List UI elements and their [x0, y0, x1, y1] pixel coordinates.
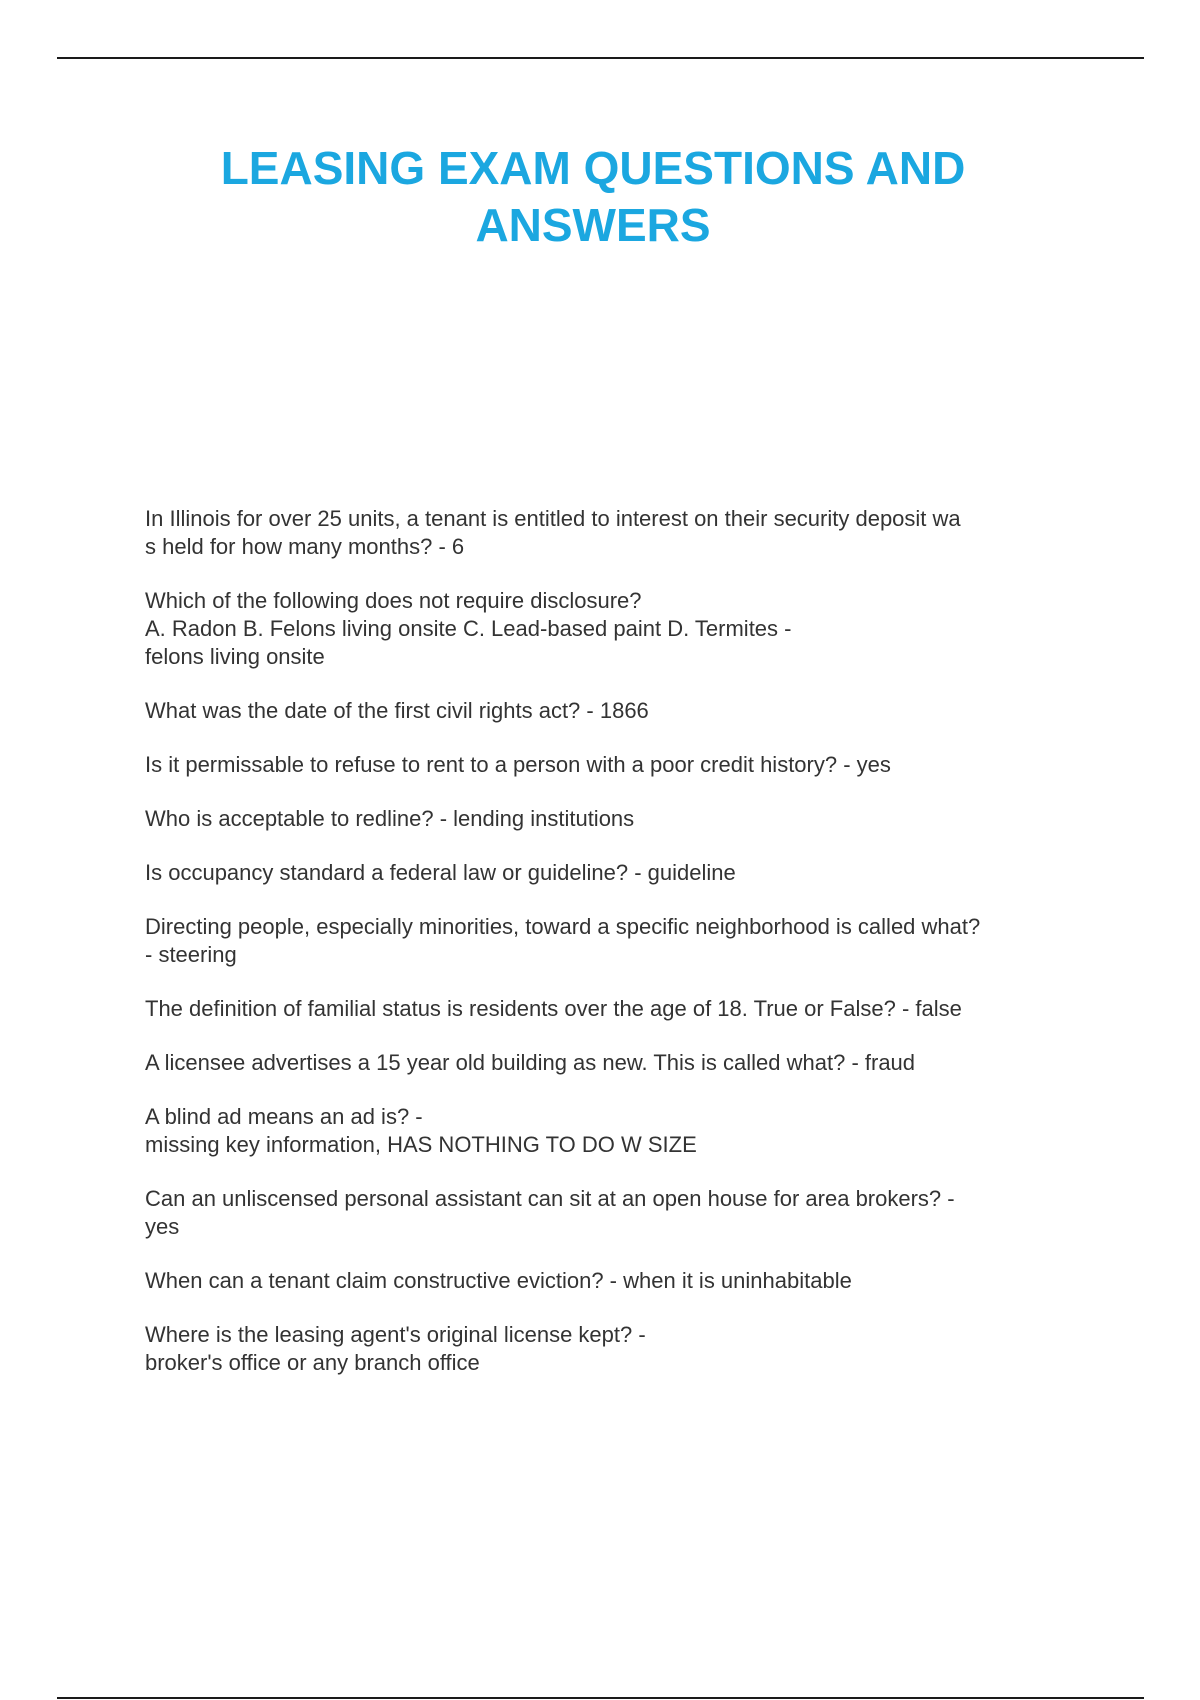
qa-item: Directing people, especially minorities, toward a specific neighborhood is called what? - steering [145, 913, 1095, 969]
qa-item: Where is the leasing agent's original license kept? - broker's office or any branch office [145, 1321, 1095, 1377]
document-title [0, 140, 1186, 254]
top-divider [57, 57, 1144, 59]
qa-item: Which of the following does not require disclosure? A. Radon B. Felons living onsite C. Lead-based paint D. Termites - felons living onsite [145, 587, 1095, 671]
qa-item: A blind ad means an ad is? - missing key information, HAS NOTHING TO DO W SIZE [145, 1103, 1095, 1159]
title-line-2: ANSWERS [475, 199, 711, 251]
qa-item: A licensee advertises a 15 year old building as new. This is called what? - fraud [145, 1049, 1095, 1077]
qa-item: When can a tenant claim constructive eviction? - when it is uninhabitable [145, 1267, 1095, 1295]
qa-item: Can an unliscensed personal assistant can sit at an open house for area brokers? - yes [145, 1185, 1095, 1241]
title-line-1: LEASING EXAM QUESTIONS AND [220, 142, 966, 194]
bottom-divider [57, 1697, 1144, 1699]
qa-item: Is occupancy standard a federal law or guideline? - guideline [145, 859, 1095, 887]
qa-item: The definition of familial status is residents over the age of 18. True or False? - false [145, 995, 1095, 1023]
qa-item: Who is acceptable to redline? - lending institutions [145, 805, 1095, 833]
qa-list [145, 505, 1095, 1403]
qa-item: What was the date of the first civil rights act? - 1866 [145, 697, 1095, 725]
qa-item: Is it permissable to refuse to rent to a person with a poor credit history? - yes [145, 751, 1095, 779]
qa-item: In Illinois for over 25 units, a tenant is entitled to interest on their security deposit wa s held for how many months? - 6 [145, 505, 1095, 561]
